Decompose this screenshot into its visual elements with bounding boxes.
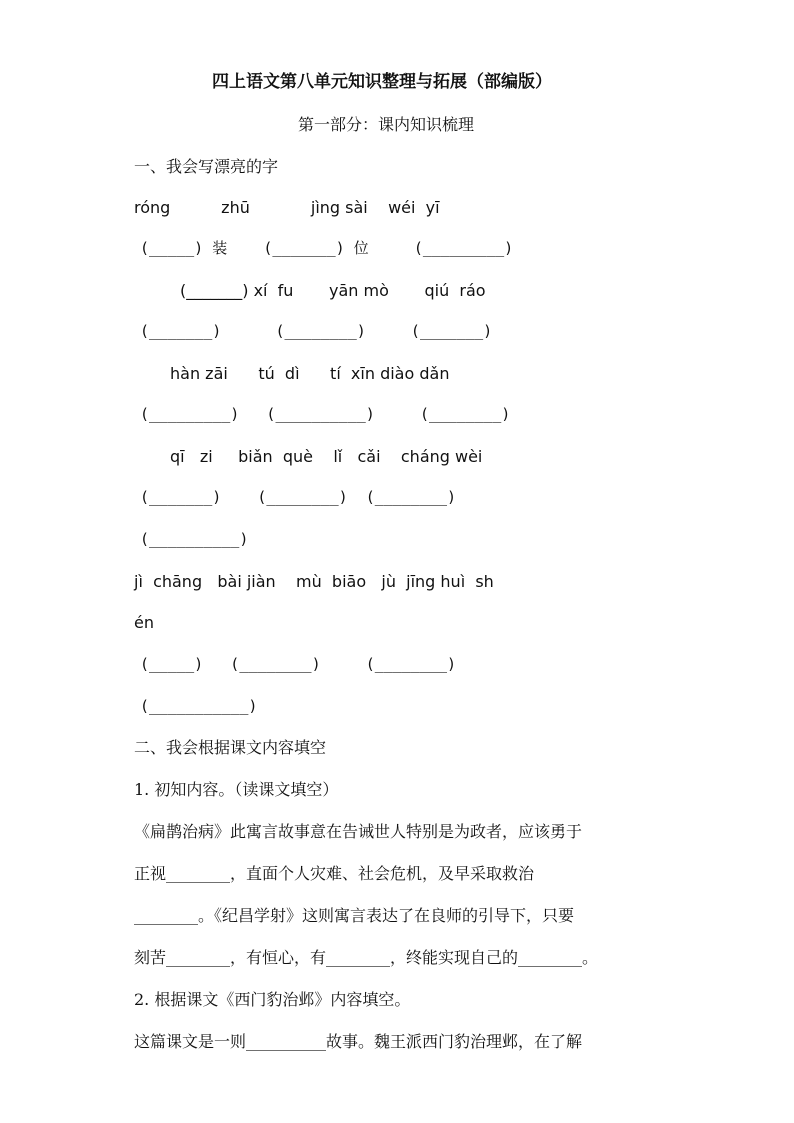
page-title: 四上语文第八单元知识整理与拓展（部编版）: [212, 72, 552, 92]
answer-row: (_____) 装 (_______) 位 (_________): [140, 239, 514, 257]
answer-row: (___________): [140, 697, 258, 715]
question-2-label: 2. 根据课文《西门豹治邺》内容填空。: [134, 990, 411, 1009]
question-1-text: 刻苦________，有恒心，有________，终能实现自己的________。: [134, 948, 599, 967]
question-1-text: 正视________，直面个人灾难、社会危机，及早采取救治: [134, 864, 535, 883]
question-2-text: 这篇课文是一则__________故事。魏王派西门豹治理邺，在了解: [134, 1032, 583, 1051]
answer-row: (_______) (________) (________): [140, 488, 457, 506]
pinyin-row: (_______) xí fu yān mò qiú ráo: [180, 281, 486, 300]
page-subtitle: 第一部分：课内知识梳理: [298, 115, 475, 134]
answer-row: (_____) (________) (________): [140, 655, 457, 673]
answer-row: (__________): [140, 530, 249, 548]
question-1-text: 《扁鹊治病》此寓言故事意在告诫世人特别是为政者，应该勇于: [134, 822, 583, 841]
pinyin-row: róng zhū jìng sài wéi yī: [134, 198, 440, 217]
answer-row: (_________) (__________) (________): [140, 405, 511, 423]
pinyin-row: qī zi biǎn què lǐ cǎi cháng wèi: [170, 447, 483, 466]
pinyin-row: hàn zāi tú dì tí xīn diào dǎn: [170, 364, 450, 383]
question-1-label: 1. 初知内容。（读课文填空）: [134, 780, 339, 799]
question-1-text: ________。《纪昌学射》这则寓言表达了在良师的引导下，只要: [134, 906, 575, 925]
pinyin-row: jì chāng bài jiàn mù biāo jù jīng huì sh: [134, 572, 494, 591]
section2-heading: 二、我会根据课文内容填空: [134, 738, 327, 757]
answer-row: (_______) (________) (_______): [140, 322, 493, 340]
section1-heading: 一、我会写漂亮的字: [134, 157, 279, 176]
pinyin-row: én: [134, 613, 154, 632]
